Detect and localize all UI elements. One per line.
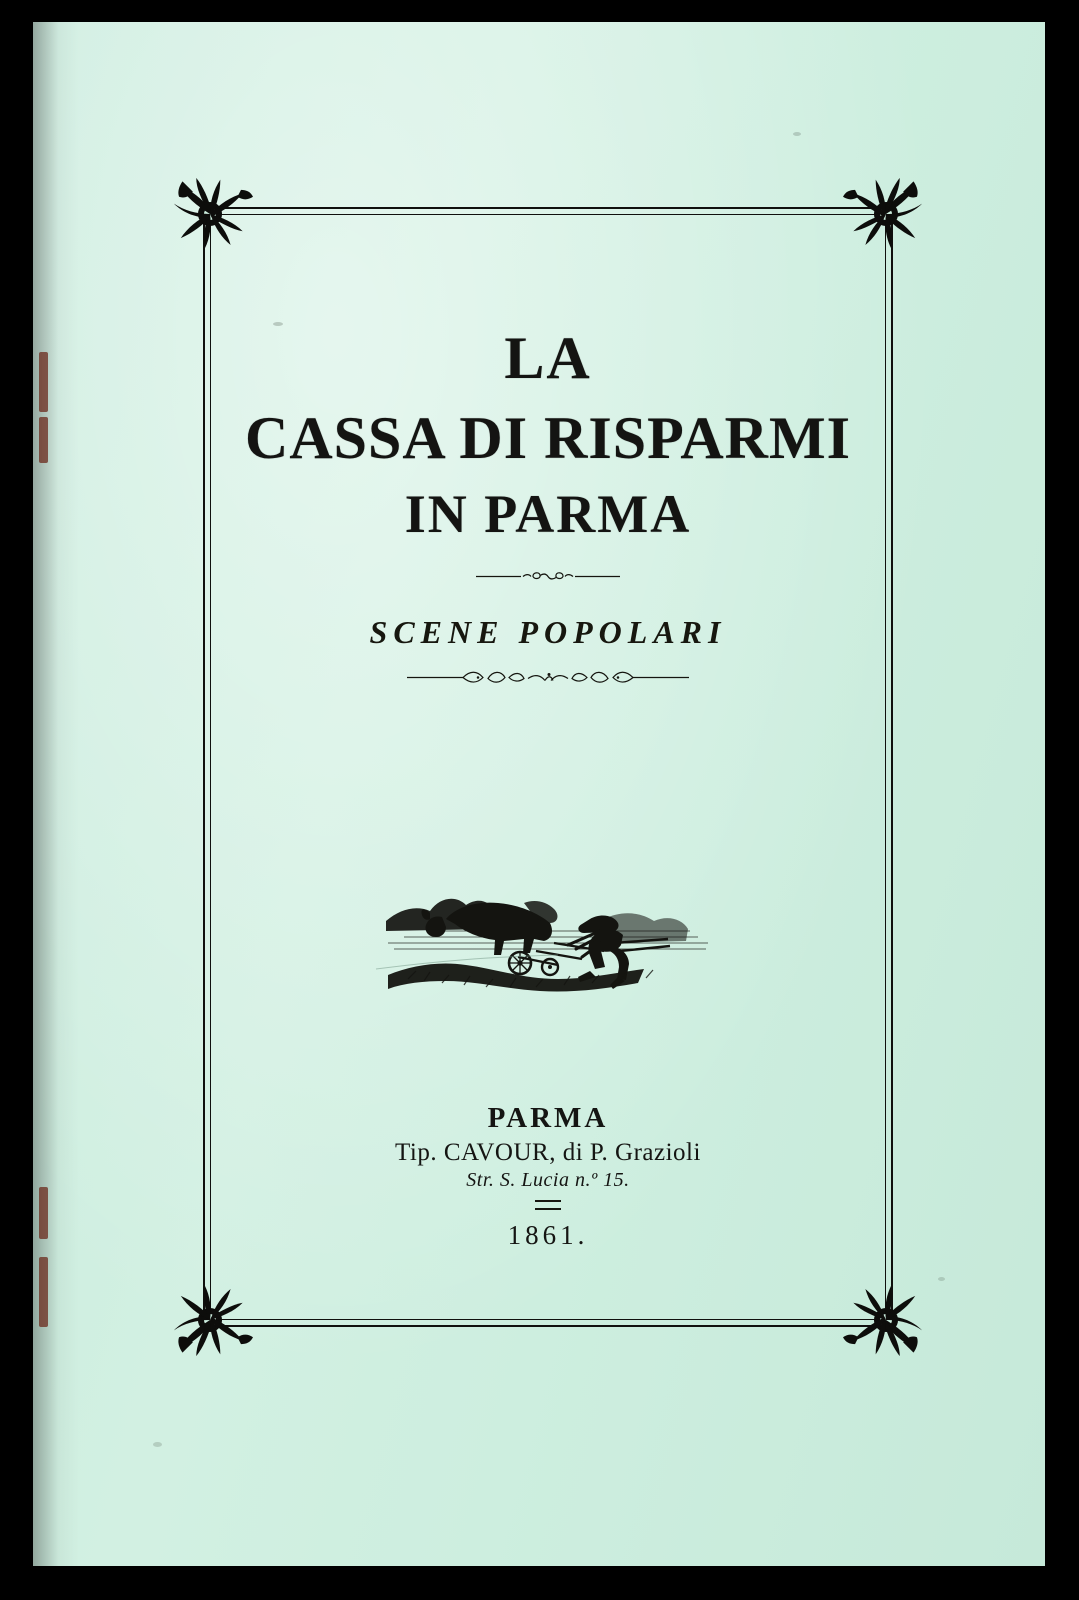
paper-blemish bbox=[793, 132, 801, 136]
booklet-cover bbox=[33, 22, 1045, 1566]
spine-shadow bbox=[33, 22, 79, 1566]
spine-marks bbox=[39, 22, 55, 1566]
paper-blemish bbox=[938, 1277, 945, 1281]
floral-corner-ornament-icon bbox=[843, 1277, 929, 1363]
title-block bbox=[243, 327, 853, 692]
imprint-printer: Tip. CAVOUR, di P. Grazioli bbox=[395, 1139, 701, 1166]
flourish-rule-ornament-icon bbox=[473, 569, 623, 583]
floral-corner-ornament-icon bbox=[167, 171, 253, 257]
imprint-divider bbox=[535, 1200, 561, 1210]
decorative-frame bbox=[203, 207, 893, 1327]
floral-corner-ornament-icon bbox=[843, 171, 929, 257]
title-line-2: CASSA DI RISPARMI bbox=[245, 404, 851, 471]
leaf-flourish-ornament-icon bbox=[403, 667, 693, 687]
title-line-3: IN PARMA bbox=[404, 484, 692, 545]
ploughing-scene-engraving bbox=[368, 847, 728, 1007]
title-line-1: LA bbox=[504, 325, 592, 391]
floral-corner-ornament-icon bbox=[167, 1277, 253, 1363]
imprint-year: 1861. bbox=[507, 1220, 589, 1250]
subtitle: SCENE POPOLARI bbox=[369, 614, 727, 651]
imprint-address: Str. S. Lucia n.º 15. bbox=[466, 1169, 630, 1191]
imprint-block bbox=[243, 1102, 853, 1251]
imprint-city: PARMA bbox=[487, 1102, 609, 1134]
paper-blemish bbox=[153, 1442, 162, 1447]
